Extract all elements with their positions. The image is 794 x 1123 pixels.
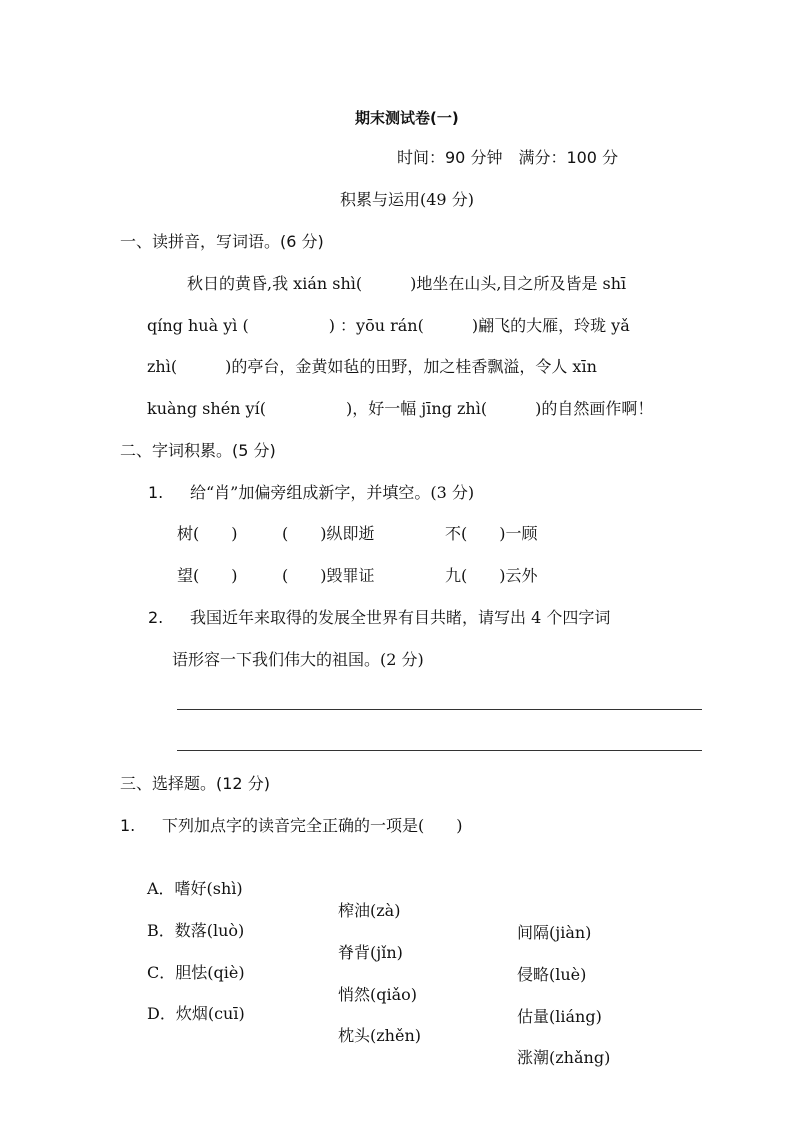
fill-in-item: ( )毁罪证 — [282, 566, 375, 585]
part-subtitle: 积累与运用(49 分) — [340, 190, 474, 209]
question-text: 语形容一下我们伟大的祖国。(2 分) — [172, 650, 424, 669]
time-score-info: 时间：90 分钟 满分：100 分 — [397, 148, 619, 167]
fill-in-item: 树( ) — [177, 524, 238, 543]
option-label: C．胆怯(qiè) — [147, 963, 245, 982]
option-word: 间隔(jiàn) — [517, 923, 592, 942]
option-word: 悄然(qiǎo) — [338, 985, 418, 1004]
question-text: 我国近年来取得的发展全世界有目共睹，请写出 4 个四字词 — [190, 608, 611, 627]
option-label: B．数落(luò) — [147, 921, 245, 940]
option-word: 枕头(zhěn) — [338, 1026, 421, 1045]
section-3-heading: 三、选择题。(12 分) — [120, 774, 270, 793]
option-word: 脊背(jǐn) — [338, 943, 403, 962]
answer-line[interactable] — [177, 709, 702, 710]
section-2-heading: 二、字词积累。(5 分) — [120, 441, 276, 460]
pinyin-passage-line-1: 秋日的黄昏,我 xián shì( )地坐在山头,目之所及皆是 shī — [187, 274, 627, 293]
answer-line[interactable] — [177, 750, 702, 751]
question-number: 1. — [148, 483, 164, 502]
exam-title: 期末测试卷(一) — [355, 109, 459, 127]
fill-in-item: 望( ) — [177, 566, 238, 585]
option-word: 侵略(luè) — [517, 965, 587, 984]
fill-in-item: 九( )云外 — [445, 566, 538, 585]
pinyin-passage-line-3: zhì( )的亭台，金黄如毡的田野，加之桂香飘溢，令人 xīn — [147, 357, 597, 376]
option-word: 涨潮(zhǎng) — [517, 1048, 611, 1067]
question-number: 1. — [120, 816, 136, 835]
question-number: 2. — [148, 608, 164, 627]
option-label: A．嗜好(shì) — [147, 879, 243, 898]
fill-in-item: ( )纵即逝 — [282, 524, 375, 543]
question-text: 下列加点字的读音完全正确的一项是( ) — [162, 816, 463, 835]
pinyin-passage-line-4: kuàng shén yí( )，好一幅 jīng zhì( )的自然画作啊！ — [147, 399, 654, 418]
fill-in-item: 不( )一顾 — [445, 524, 538, 543]
pinyin-passage-line-2: qíng huà yì ( ) ：yōu rán( )翩飞的大雁，玲珑 yǎ — [147, 316, 630, 335]
question-text: 给“肖”加偏旁组成新字，并填空。(3 分) — [190, 483, 475, 502]
option-row-d[interactable] — [0, 981, 794, 1069]
section-1-heading: 一、读拼音，写词语。(6 分) — [120, 232, 324, 251]
option-word: 榨油(zà) — [338, 901, 401, 920]
option-label: D．炊烟(cuī) — [147, 1004, 245, 1023]
option-word: 估量(liáng) — [517, 1007, 602, 1026]
